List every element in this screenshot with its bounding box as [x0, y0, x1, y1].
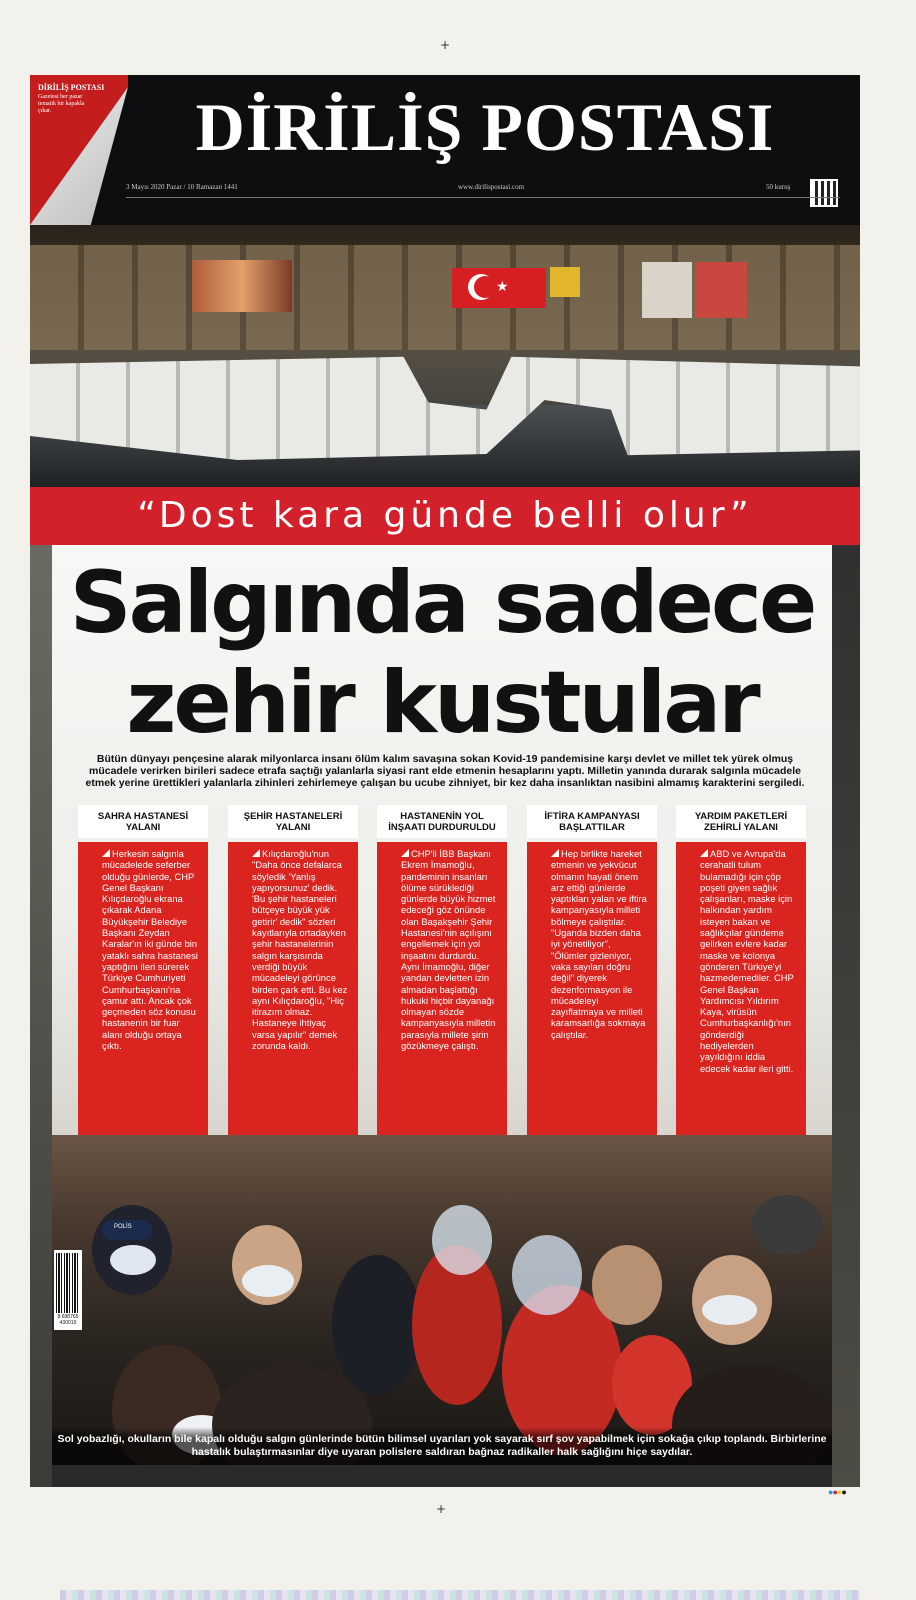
protest-crowd-photo: POLİS [52, 1135, 832, 1465]
column-title: YARDIM PAKETLERİ ZEHİRLİ YALANI [676, 805, 806, 838]
crop-mark-bottom: + [436, 1502, 447, 1516]
lead-paragraph: Bütün dünyayı pençesine alarak milyonlarca insanı ölüm kalım savaşına sokan Kovid-19 pandemisine karşı devlet ve millet tek yürek olmuş mücadele verirken birileri sadece etrafa saçtığı yalanlarla siyasi rant elde etmenin hesaplarını yaptı. Milletin yanında durarak salgınla mücadele etmek yerine ürettikleri yalanlarla zihinleri zehirlemeye çalışan bu ucube zihniyet, bir kez daha insanlıktan nasibini almamış karakterini sergiledi. [85, 753, 805, 789]
person-face [592, 1245, 662, 1325]
column-title: ŞEHİR HASTANELERİ YALANI [228, 805, 358, 838]
story-column [78, 805, 208, 1142]
column-body: Hep birlikte hareket etmenin ve yekvücut olmanın hayati önem arz ettiği günlerde yaptıkları yalan ve iftira kampanyasıyla milleti bölmeye çalıştılar. "Uganda bizden daha iyi yönetiliyor", "Ölümler gizleniyor, vaka sayıları doğru değil" diyerek dezenformasyon ile mücadeleyi zayıflatmaya ve milleti karamsarlığa sokmaya çalıştılar. [527, 842, 657, 1142]
barcode [54, 1250, 82, 1330]
main-headline [52, 553, 832, 753]
face-shield [432, 1205, 492, 1275]
photo-edge-right [832, 545, 860, 1487]
masthead-rule [126, 197, 840, 198]
crop-mark-top: + [440, 38, 451, 52]
camera [752, 1195, 822, 1255]
triangle-bullet-icon [401, 849, 409, 857]
corner-title: DİRİLİŞ POSTASI [38, 83, 105, 92]
column-title: SAHRA HASTANESİ YALANI [78, 805, 208, 838]
face-mask [702, 1295, 757, 1325]
face-shield [512, 1235, 582, 1315]
scan-strip [60, 1590, 860, 1600]
issue-date: 3 Mayıs 2020 Pazar / 10 Ramazan 1441 [126, 183, 238, 191]
masthead [30, 75, 860, 225]
column-title: İFTİRA KAMPANYASI BAŞLATTILAR [527, 805, 657, 838]
person-in-suit [332, 1255, 422, 1395]
photo-caption: Sol yobazlığı, okulların bile kapalı olduğu salgın günlerinde bütün bilimsel uyarıları yok sayarak sırf şov yapabilmek için sokağa çıkıp toplandı. Birbirlerine hastalık bulaştırmasınlar diye uyaran polislere saldıran bağnaz radikaller halk sağlığını hiçe saydılar. [52, 1427, 832, 1465]
triangle-bullet-icon [700, 849, 708, 857]
triangle-bullet-icon [551, 849, 559, 857]
story-column [527, 805, 657, 1142]
column-body: ABD ve Avrupa'da cerahatli tulum bulamadığı için çöp poşeti giyen sağlık çalışanları, maske için halkından yardım isteyen bakan ve sağlıkçılar gündeme gelirken evlere kadar maske ve kolonya gönderen Türkiye'yi hazmedemediler. CHP Genel Başkan Yardımcısı Yıldırım Kaya, virüsün Cumhurbaşkanlığı'nın gönderdiği hediyelerden yayıldığını iddia edecek kadar ileri gitti. [676, 842, 806, 1142]
face-mask [110, 1245, 156, 1275]
police-cap [102, 1220, 152, 1240]
column-title: HASTANENİN YOL İNŞAATI DURDURULDU [377, 805, 507, 838]
column-body: Herkesin salgınla mücadelede seferber olduğu günlerde, CHP Genel Başkanı Kılıçdaroğlu ekrana çıkarak Adana Büyükşehir Belediye Başkanı Zeydan Karalar'ın iki günde bin yataklı sahra hastanesi yaptığını ileri sürerek Türkiye Cumhuriyeti Cumhurbaşkanı'na çamur attı. Ancak çok geçmeden söz konusu hastanenin bir fuar alanı olduğu ortaya çıktı. [78, 842, 208, 1142]
barcode-number: 8 698765 430019 [57, 1314, 79, 1326]
corner-note: Gazetesi her pazar tematik bir kapakla çıkar. [38, 94, 85, 114]
triangle-bullet-icon [102, 849, 110, 857]
newspaper-logo: DİRİLİŞ POSTASI [195, 89, 775, 165]
headline-line-1: Salgında sadece [69, 553, 815, 653]
triangle-bullet-icon [252, 849, 260, 857]
barcode-lines [56, 1253, 80, 1313]
story-column [676, 805, 806, 1142]
hall-sign [642, 262, 692, 318]
face-mask [242, 1265, 294, 1297]
story-column [377, 805, 507, 1142]
newspaper-front-page [30, 75, 860, 1487]
color-registration-dots: ●●●● [828, 1487, 846, 1497]
story-column [228, 805, 358, 1142]
qr-code-icon [810, 179, 838, 207]
field-hospital-photo: ★ [30, 225, 860, 487]
story-columns [52, 805, 832, 1135]
headline-line-2: zehir kustular [126, 653, 758, 753]
hall-sign [695, 262, 747, 318]
hall-sign [550, 267, 580, 297]
price: 50 kuruş [766, 183, 791, 191]
hall-booths [30, 340, 860, 460]
column-body: CHP'li İBB Başkanı Ekrem İmamoğlu, pandeminin insanları ölüme sürüklediği günlerde büyük hizmet edeceği göz önünde olan Başakşehir Şehir Hastanesi'nin açılışını engellemek için yol inşaatını durdurdu. Aynı İmamoğlu, diğer yandan devletten izin almadan başlattığı hukuki hiçbir dayanağı olmayan sözde kampanyasıyla milletin parasıyla millete şirin gözükmeye çalıştı. [377, 842, 507, 1142]
quote-banner: “Dost kara günde belli olur” [30, 487, 860, 545]
website: www.dirilispostasi.com [458, 183, 525, 191]
column-body: Kılıçdaroğlu'nun "Daha önce defalarca söyledik 'Yanlış yapıyorsunuz' dedik. 'Bu şehir hastaneleri bütçeye büyük yük getirir' dedik" sözleri kayıtlarıyla ortadayken şehir hastanelerinin salgın karşısında verdiği büyük mücadeleyi görünce birden çark etti. Bu kez aynı Kılıçdaroğlu, "Hiç itirazım olmaz. Hastaneye ihtiyaç varsa yapılır" demek zorunda kaldı. [228, 842, 358, 1142]
hall-poster [192, 260, 292, 312]
photo-edge-left [30, 545, 52, 1487]
